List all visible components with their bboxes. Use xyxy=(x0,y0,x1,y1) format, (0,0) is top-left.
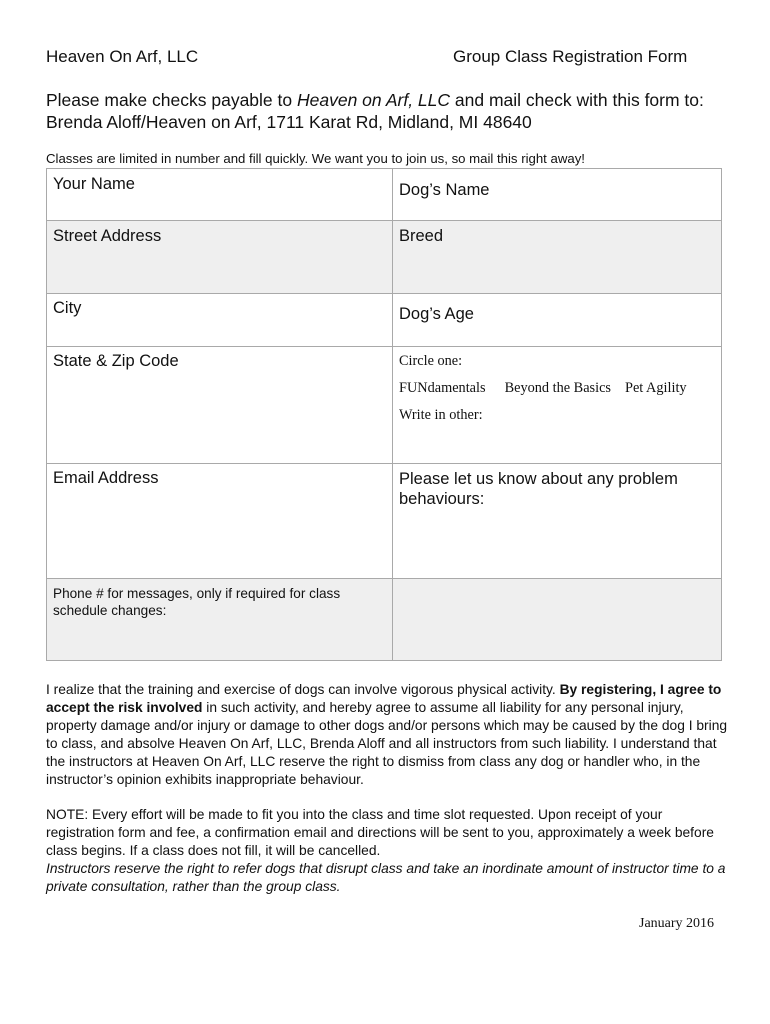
email-address-field[interactable] xyxy=(47,464,393,579)
street-address-label: Street Address xyxy=(53,227,162,245)
city-label: City xyxy=(53,299,82,317)
email-address-label: Email Address xyxy=(53,469,159,487)
phone-field[interactable] xyxy=(47,579,393,661)
breed-label: Breed xyxy=(399,227,444,245)
mailing-address: Brenda Aloff/Heaven on Arf, 1711 Karat Rd, Midland, MI 48640 xyxy=(46,112,532,132)
your-name-field[interactable] xyxy=(47,169,393,221)
street-address-field[interactable] xyxy=(47,221,393,294)
note-italic-text: Instructors reserve the right to refer dogs that disrupt class and take an inordinate amount of instructor time to a private consultation, rather than the group class. xyxy=(46,861,726,894)
problem-behaviours-field[interactable] xyxy=(393,464,722,579)
liability-agreement xyxy=(46,681,728,789)
phone-label: Phone # for messages, only if required for class schedule changes: xyxy=(53,586,341,618)
payee-name: Heaven on Arf, LLC xyxy=(296,90,451,110)
agreement-intro: I realize that the training and exercise of dogs can involve vigorous physical activity. xyxy=(46,682,560,697)
breed-field[interactable] xyxy=(393,221,722,294)
payment-instructions xyxy=(46,89,704,133)
payable-prefix: Please make checks payable to xyxy=(46,90,297,110)
company-name: Heaven On Arf, LLC xyxy=(46,47,199,66)
dogs-name-field[interactable] xyxy=(393,169,722,221)
city-field[interactable] xyxy=(47,294,393,347)
write-in-other-label[interactable]: Write in other: xyxy=(399,407,483,423)
dogs-name-label: Dog’s Name xyxy=(399,181,490,199)
agreement-body: in such activity, and hereby agree to assume all liability for any personal injury, property damage and/or injury or damage to other dogs and/or persons which may be caused by the dog I bring to class, and absolve Heaven On Arf, LLC, Brenda Aloff and all instructors from such liability. I understand that the instructors at Heaven On Arf, LLC reserve the right to dismiss from class any dog or handler who, in the instructor’s opinion exhibits inappropriate behaviour. xyxy=(46,700,728,787)
form-title: Group Class Registration Form xyxy=(453,47,688,66)
problem-behaviours-label: Please let us know about any problem behaviours: xyxy=(399,470,678,508)
circle-one-label: Circle one: xyxy=(399,353,463,369)
class-option-beyond-basics[interactable]: Beyond the Basics xyxy=(504,380,611,396)
state-zip-field[interactable] xyxy=(47,347,393,464)
note-section xyxy=(46,806,728,896)
state-zip-label: State & Zip Code xyxy=(53,352,179,370)
your-name-label: Your Name xyxy=(53,175,135,193)
agreement-bold-statement: By registering, I agree to accept the risk involved xyxy=(46,682,722,715)
dogs-age-field[interactable] xyxy=(393,294,722,347)
class-options xyxy=(399,380,715,397)
phone-blank-cell[interactable] xyxy=(393,579,722,661)
class-option-pet-agility[interactable]: Pet Agility xyxy=(625,380,687,396)
class-option-fundamentals[interactable]: FUNdamentals xyxy=(399,380,486,396)
registration-form-table xyxy=(46,168,722,661)
note-text: NOTE: Every effort will be made to fit you into the class and time slot requested. Upon receipt of your registration form and fee, a confirmation email and directions will be sent to you, approximately a week before class begins. If a class does not fill, it will be cancelled. xyxy=(46,807,714,858)
dogs-age-label: Dog’s Age xyxy=(399,305,474,323)
limited-notice: Classes are limited in number and fill quickly. We want you to join us, so mail this right away! xyxy=(46,151,585,166)
form-date: January 2016 xyxy=(639,916,715,931)
class-selection-field xyxy=(393,347,722,464)
payable-suffix: and mail check with this form to: xyxy=(450,90,704,110)
